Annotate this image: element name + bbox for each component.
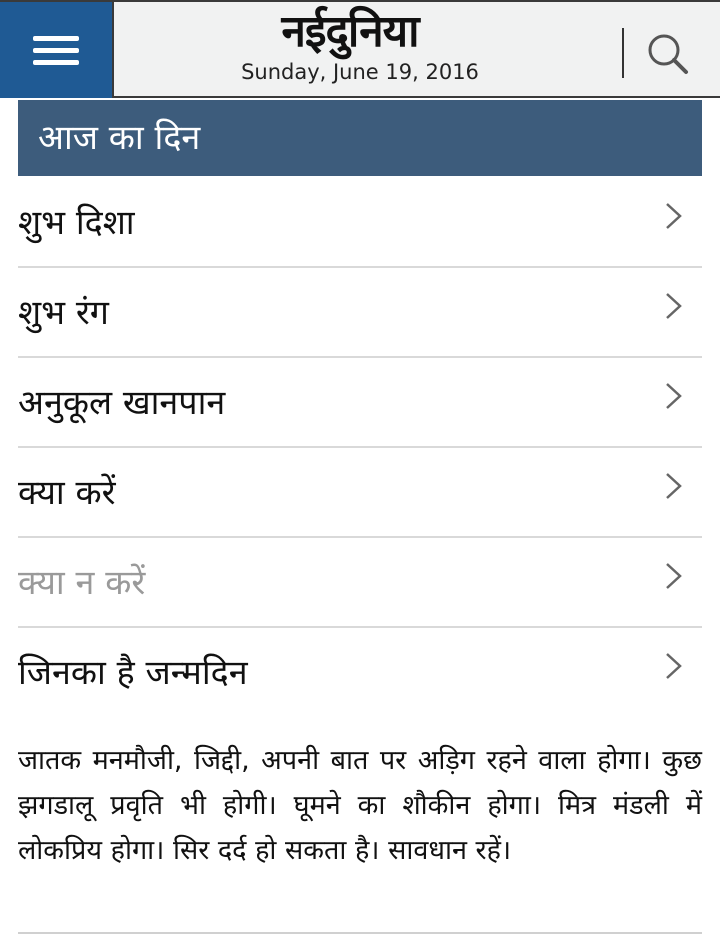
list-item-kya-karen[interactable] xyxy=(18,448,702,538)
search-icon xyxy=(640,26,696,82)
chevron-right-icon xyxy=(664,470,684,502)
list-item-jinka-hai-janmadin[interactable] xyxy=(18,628,702,718)
search-button[interactable] xyxy=(640,26,696,82)
top-header xyxy=(0,0,720,98)
chevron-right-icon xyxy=(664,290,684,322)
chevron-right-icon xyxy=(664,560,684,592)
site-logo[interactable]: नईदुनिया xyxy=(281,6,419,57)
chevron-right-icon xyxy=(664,650,684,682)
birthday-description: जातक मनमौजी, जिद्दी, अपनी बात पर अड़िग रहने वाला होगा। कुछ झगडालू प्रवृति भी होगी। घूमने का शौकीन होगा। मित्र मंडली में लोकप्रिय होगा। सिर दर्द हो सकता है। सावधान रहें। xyxy=(18,745,702,866)
list-item-label: शुभ रंग xyxy=(18,293,109,333)
list-item-label: शुभ दिशा xyxy=(18,203,135,243)
list-item-shubh-disha[interactable] xyxy=(18,178,702,268)
list-item-label: क्या करें xyxy=(18,473,116,513)
list-item-shubh-rang[interactable] xyxy=(18,268,702,358)
hamburger-menu-button[interactable] xyxy=(0,2,114,98)
list-item-label: अनुकूल खानपान xyxy=(18,383,226,423)
section-title: आज का दिन xyxy=(18,100,702,176)
chevron-right-icon xyxy=(664,380,684,412)
header-divider xyxy=(622,28,624,78)
list-item-label: क्या न करें xyxy=(18,563,146,603)
list-item-label: जिनका है जन्मदिन xyxy=(18,653,248,693)
list-item-anukul-khanpan[interactable] xyxy=(18,358,702,448)
header-date: Sunday, June 19, 2016 xyxy=(241,60,479,84)
chevron-right-icon xyxy=(664,200,684,232)
options-list xyxy=(18,178,702,718)
list-item-kya-na-karen[interactable] xyxy=(18,538,702,628)
hamburger-menu-icon xyxy=(33,29,79,72)
